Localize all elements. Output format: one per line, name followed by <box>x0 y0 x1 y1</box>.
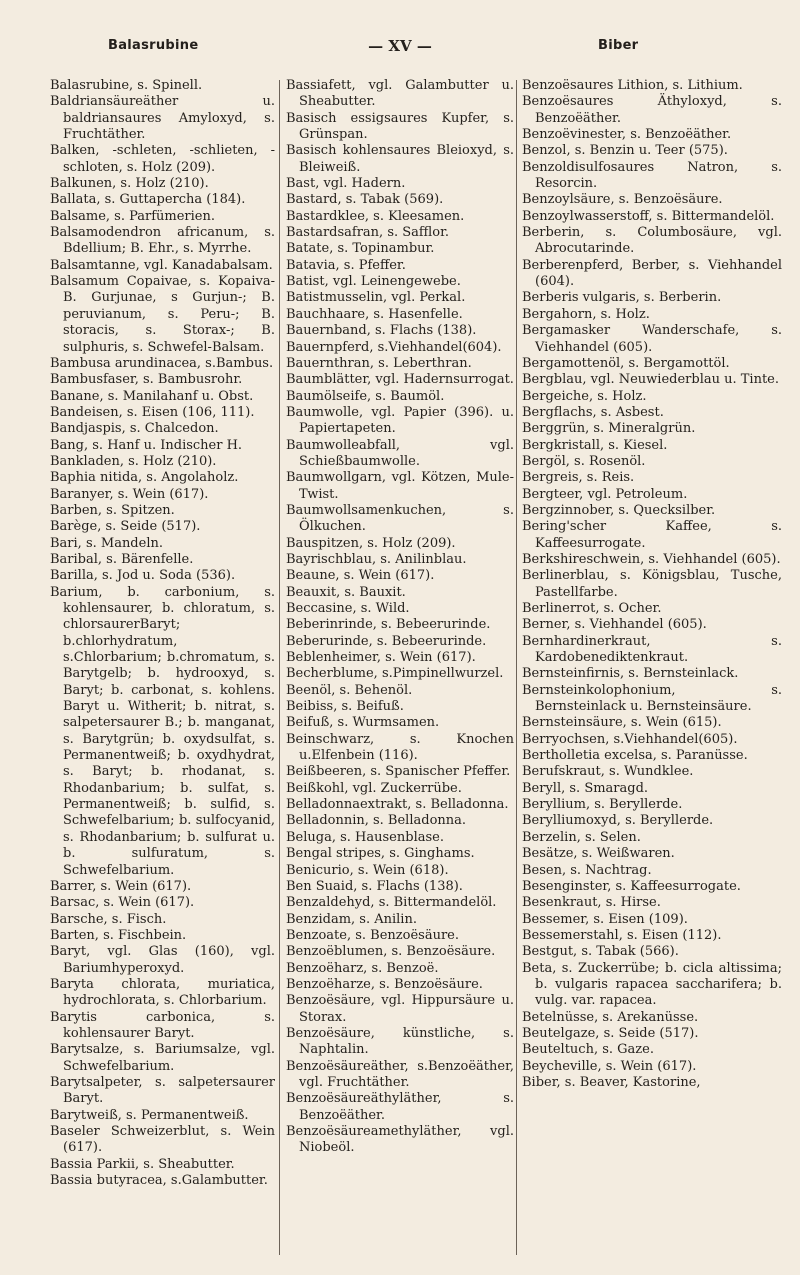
index-entry: Barytsalze, s. Bariumsalze, vgl. Schwefelbarium. <box>50 1042 275 1074</box>
index-entry: Bergöl, s. Rosenöl. <box>522 453 646 469</box>
index-entry: Bauernband, s. Flachs (138). <box>286 323 477 339</box>
index-entry: Baseler Schweizerblut, s. Wein (617). <box>50 1124 275 1156</box>
index-entry: Barten, s. Fischbein. <box>50 927 187 943</box>
index-entry: Bergteer, vgl. Petroleum. <box>522 486 688 502</box>
index-entry: Berylliumoxyd, s. Beryllerde. <box>522 813 714 829</box>
index-entry: Beinschwarz, s. Knochen u.Elfenbein (116). <box>286 731 514 764</box>
index-entry: Ballata, s. Guttapercha (184). <box>50 192 246 208</box>
index-entry: Beißbeeren, s. Spanischer Pfeffer. <box>286 764 511 780</box>
index-entry: Besätze, s. Weißwaren. <box>522 846 675 862</box>
index-entry: Bauchhaare, s. Hasenfelle. <box>286 306 463 322</box>
index-entry: Bertholletia excelsa, s. Paranüsse. <box>522 748 748 764</box>
index-entry: Bauernthran, s. Leberthran. <box>286 355 472 371</box>
index-entry: Bastardsafran, s. Safflor. <box>286 225 450 241</box>
index-entry: Barilla, s. Jod u. Soda (536). <box>50 568 236 584</box>
index-entry: Beta, s. Zuckerrübe; b. cicla altissima; b. vulgaris rapacea saccharifera; b. vulg. var. rapacea. <box>522 960 782 1009</box>
page-number: — XV — <box>368 37 432 55</box>
index-entry: Batist, vgl. Leinengewebe. <box>286 274 461 290</box>
index-entry: Bergeiche, s. Holz. <box>522 388 647 404</box>
index-entry: Bernsteinsäure, s. Wein (615). <box>522 715 722 731</box>
index-entry: Berberin, s. Columbosäure, vgl. Abrocutarinde. <box>522 225 782 257</box>
index-entry: Beccasine, s. Wild. <box>286 601 410 616</box>
index-column-1 <box>50 78 275 1258</box>
index-entry: Bergamasker Wanderschafe, s. Viehhandel (605). <box>522 323 782 355</box>
index-entry: Bastard, s. Tabak (569). <box>286 192 444 208</box>
index-entry: Bambusa arundinacea, s.Bambus. <box>50 355 274 371</box>
index-entry: Bernsteinfirnis, s. Bernsteinlack. <box>522 666 739 682</box>
index-entry: Beberinrinde, s. Bebeerurinde. <box>286 617 491 633</box>
index-entry: Bauernpferd, s.Viehhandel(604). <box>286 339 502 355</box>
index-entry: Bang, s. Hanf u. Indischer H. <box>50 437 243 453</box>
index-entry: Beberurinde, s. Bebeerurinde. <box>286 633 487 649</box>
index-entry: Batate, s. Topinambur. <box>286 241 435 257</box>
index-entry: Bergkristall, s. Kiesel. <box>522 437 668 453</box>
index-column-3 <box>522 78 782 1258</box>
index-entry: Barège, s. Seide (517). <box>50 519 201 535</box>
index-entry: Baumblätter, vgl. Hadernsurrogat. <box>286 372 514 388</box>
index-entry: Balsamum Copaivae, s. Kopaiva-B. Gurjunae, s Gurjun-; B. peruvianum, s. Peru-; B. storacis, s. Storax-; B. sulphuris, s. Schwefel-Balsam. <box>50 274 275 355</box>
index-entry: Bambusfaser, s. Bambusrohr. <box>50 372 243 388</box>
index-entry: Barsac, s. Wein (617). <box>50 895 195 911</box>
index-entry: Benicurio, s. Wein (618). <box>286 862 449 878</box>
index-entry: Bassia butyracea, s.Galambutter. <box>50 1173 268 1189</box>
index-entry: Benzoëharze, s. Benzoësäure. <box>286 976 483 992</box>
index-entry: Beutelgaze, s. Seide (517). <box>522 1025 699 1041</box>
index-entry: Ben Suaid, s. Flachs (138). <box>286 878 463 894</box>
index-entry: Barium, b. carbonium, s. kohlensaurer, b. chloratum, s. chlorsaurerBaryt; b.chlorhydratum, s.Chlorbarium; b.chromatum, s. Barytgelb; b. hydrooxyd, s. Baryt; b. carbonat, s. kohlens. Baryt u. Witherit; b. nitrat, s. salpetersaurer B.; b. manganat, s. Barytgrün; b. oxydsulfat, s. Permanentweiß; b. oxydhydrat, s. Baryt; b. rhodanat, s. Rhodanbarium; b. sulfat, s. Permanentweiß; b. sulfid, s. Schwefelbarium; b. sulfocyanid, s. Rhodanbarium; b. sulfurat u. b. sulfuratum, s. Schwefelbarium. <box>50 584 275 878</box>
index-entry: Basisch essigsaures Kupfer, s. Grünspan. <box>286 110 514 143</box>
index-entry: Beryll, s. Smaragd. <box>522 780 649 796</box>
index-entry: Bassia Parkii, s. Sheabutter. <box>50 1156 235 1172</box>
index-entry: Baryt, vgl. Glas (160), vgl. Bariumhyperoxyd. <box>50 944 275 976</box>
index-entry: Berlinerrot, s. Ocher. <box>522 601 662 616</box>
index-entry: Bayrischblau, s. Anilinblau. <box>286 551 467 567</box>
index-entry: Berkshireschwein, s. Viehhandel (605). <box>522 551 781 567</box>
index-entry: Bast, vgl. Hadern. <box>286 176 406 192</box>
index-entry: Baribal, s. Bärenfelle. <box>50 551 194 567</box>
page-header <box>0 38 800 60</box>
index-entry: Bergreis, s. Reis. <box>522 470 635 486</box>
index-entry: Belladonnin, s. Belladonna. <box>286 813 467 829</box>
index-entry: Bergahorn, s. Holz. <box>522 306 650 322</box>
index-entry: Balsamodendron africanum, s. Bdellium; B. Ehr., s. Myrrhe. <box>50 225 275 257</box>
index-column-2 <box>286 78 514 1258</box>
index-entry: Balsame, s. Parfümerien. <box>50 208 216 224</box>
index-entry: Bastardklee, s. Kleesamen. <box>286 208 465 224</box>
index-entry: Berberis vulgaris, s. Berberin. <box>522 290 722 306</box>
index-entry: Beluga, s. Hausenblase. <box>286 829 444 845</box>
index-entry: Bengal stripes, s. Ginghams. <box>286 846 475 862</box>
index-entry: Benzoësaures Äthyloxyd, s. Benzoëäther. <box>522 94 782 126</box>
index-entry: Baumölseife, s. Baumöl. <box>286 388 445 404</box>
index-entry: Balken, -schleten, -schlieten, -schloten, s. Holz (209). <box>50 143 275 175</box>
index-entry: Beuteltuch, s. Gaze. <box>522 1042 654 1058</box>
index-entry: Baranyer, s. Wein (617). <box>50 486 209 502</box>
index-entry: Berggrün, s. Mineralgrün. <box>522 421 696 437</box>
index-entry: Bernsteinkolophonium, s. Bernsteinlack u. Bernsteinsäure. <box>522 682 782 715</box>
index-entry: Baumwolle, vgl. Papier (396). u. Papiertapeten. <box>286 404 514 437</box>
index-entry: Bergblau, vgl. Neuwiederblau u. Tinte. <box>522 372 780 388</box>
index-entry: Balkunen, s. Holz (210). <box>50 176 209 192</box>
index-entry: Bering'scher Kaffee, s. Kaffeesurrogate. <box>522 519 782 551</box>
index-entry: Beryllium, s. Beryllerde. <box>522 797 683 813</box>
index-entry: Beifuß, s. Wurmsamen. <box>286 715 440 731</box>
index-entry: Baumwollsamenkuchen, s. Ölkuchen. <box>286 502 514 535</box>
index-entry: Benzaldehyd, s. Bittermandelöl. <box>286 895 497 911</box>
index-entry: Barben, s. Spitzen. <box>50 502 175 518</box>
index-entry: Bessemerstahl, s. Eisen (112). <box>522 927 722 943</box>
index-entry: Barytsalpeter, s. salpetersaurer Baryt. <box>50 1074 275 1107</box>
index-entry: Baumwolleabfall, vgl. Schießbaumwolle. <box>286 437 514 469</box>
index-entry: Beißkohl, vgl. Zuckerrübe. <box>286 780 462 796</box>
index-entry: Berufskraut, s. Wundklee. <box>522 764 694 780</box>
index-entry: Besen, s. Nachtrag. <box>522 862 652 878</box>
index-entry: Benzoësäure, künstliche, s. Naphtalin. <box>286 1025 514 1058</box>
index-entry: Benzoate, s. Benzoësäure. <box>286 927 459 943</box>
index-entry: Bandjaspis, s. Chalcedon. <box>50 421 219 437</box>
index-entry: Besenginster, s. Kaffeesurrogate. <box>522 878 741 894</box>
index-entry: Bergamottenöl, s. Bergamottöl. <box>522 355 730 371</box>
index-entry: Beycheville, s. Wein (617). <box>522 1058 697 1074</box>
index-entry: Bankladen, s. Holz (210). <box>50 453 217 469</box>
index-entry: Bergflachs, s. Asbest. <box>522 404 664 420</box>
index-entry: Barrer, s. Wein (617). <box>50 878 192 894</box>
index-entry: Benzoldisulfosaures Natron, s. Resorcin. <box>522 159 782 192</box>
index-entry: Belladonnaextrakt, s. Belladonna. <box>286 797 509 813</box>
index-entry: Besenkraut, s. Hirse. <box>522 895 661 911</box>
running-head-left: Balasrubine <box>108 38 199 53</box>
index-entry: Benzoësäureäther, s.Benzoëäther, vgl. Fruchtäther. <box>286 1058 514 1090</box>
index-entry: Beenöl, s. Behenöl. <box>286 682 413 698</box>
index-entry: Berryochsen, s.Viehhandel(605). <box>522 731 738 747</box>
index-entry: Basisch kohlensaures Bleioxyd, s. Bleiweiß. <box>286 143 514 175</box>
index-entry: Baryta chlorata, muriatica, hydrochlorata, s. Chlorbarium. <box>50 976 275 1009</box>
index-entry: Bandeisen, s. Eisen (106, 111). <box>50 404 255 420</box>
index-entry: Bergzinnober, s. Quecksilber. <box>522 502 716 518</box>
index-entry: Benzoësäureäthyläther, s. Benzoëäther. <box>286 1091 514 1123</box>
index-entry: Benzoëblumen, s. Benzoësäure. <box>286 944 496 960</box>
index-entry: Benzidam, s. Anilin. <box>286 911 417 927</box>
index-entry: Bari, s. Mandeln. <box>50 535 163 551</box>
index-entry: Barsche, s. Fisch. <box>50 911 167 927</box>
index-entry: Beblenheimer, s. Wein (617). <box>286 650 476 666</box>
index-entry: Beibiss, s. Beifuß. <box>286 699 404 715</box>
index-entry: Barytweiß, s. Permanentweiß. <box>50 1107 249 1123</box>
index-entry: Berzelin, s. Selen. <box>522 829 641 845</box>
index-entry: Banane, s. Manilahanf u. Obst. <box>50 388 254 404</box>
index-entry: Berner, s. Viehhandel (605). <box>522 617 707 633</box>
index-entry: Betelnüsse, s. Arekanüsse. <box>522 1009 699 1025</box>
index-entry: Berberenpferd, Berber, s. Viehhandel (604). <box>522 257 782 290</box>
index-entry: Batistmusselin, vgl. Perkal. <box>286 290 466 306</box>
index-entry: Baphia nitida, s. Angolaholz. <box>50 470 239 486</box>
index-entry: Benzoylsäure, s. Benzoësäure. <box>522 192 723 208</box>
index-entry: Benzol, s. Benzin u. Teer (575). <box>522 143 728 159</box>
index-columns <box>50 78 785 1258</box>
index-entry: Benzoëvinester, s. Benzoëäther. <box>522 127 732 143</box>
index-entry: Biber, s. Beaver, Kastorine, <box>522 1074 701 1090</box>
index-entry: Batavia, s. Pfeffer. <box>286 257 406 273</box>
index-entry: Becherblume, s.Pimpinellwurzel. <box>286 666 504 682</box>
index-entry: Baumwollgarn, vgl. Kötzen, Mule-Twist. <box>286 470 514 502</box>
index-entry: Balasrubine, s. Spinell. <box>50 78 203 93</box>
index-entry: Beaune, s. Wein (617). <box>286 568 435 584</box>
index-entry: Bessemer, s. Eisen (109). <box>522 911 688 927</box>
index-entry: Benzoësäureamethyläther, vgl. Niobeöl. <box>286 1124 514 1156</box>
running-head-right: Biber <box>598 38 639 53</box>
index-entry: Berlinerblau, s. Königsblau, Tusche, Pastellfarbe. <box>522 568 782 600</box>
index-entry: Baldriansäureäther u. baldriansaures Amyloxyd, s. Fruchtäther. <box>50 94 275 143</box>
index-entry: Bestgut, s. Tabak (566). <box>522 944 679 960</box>
index-entry: Benzoësäure, vgl. Hippursäure u. Storax. <box>286 993 514 1025</box>
index-entry: Benzoësaures Lithion, s. Lithium. <box>522 78 743 93</box>
index-entry: Benzoylwasserstoff, s. Bittermandelöl. <box>522 208 775 224</box>
index-entry: Bernhardinerkraut, s. Kardobenediktenkraut. <box>522 633 782 666</box>
index-entry: Bauspitzen, s. Holz (209). <box>286 535 456 551</box>
index-entry: Bassiafett, vgl. Galambutter u. Sheabutter. <box>286 78 514 110</box>
index-entry: Benzoëharz, s. Benzoë. <box>286 960 439 976</box>
index-entry: Beauxit, s. Bauxit. <box>286 584 406 600</box>
index-entry: Balsamtanne, vgl. Kanadabalsam. <box>50 257 273 273</box>
index-entry: Barytis carbonica, s. kohlensaurer Baryt. <box>50 1009 275 1041</box>
